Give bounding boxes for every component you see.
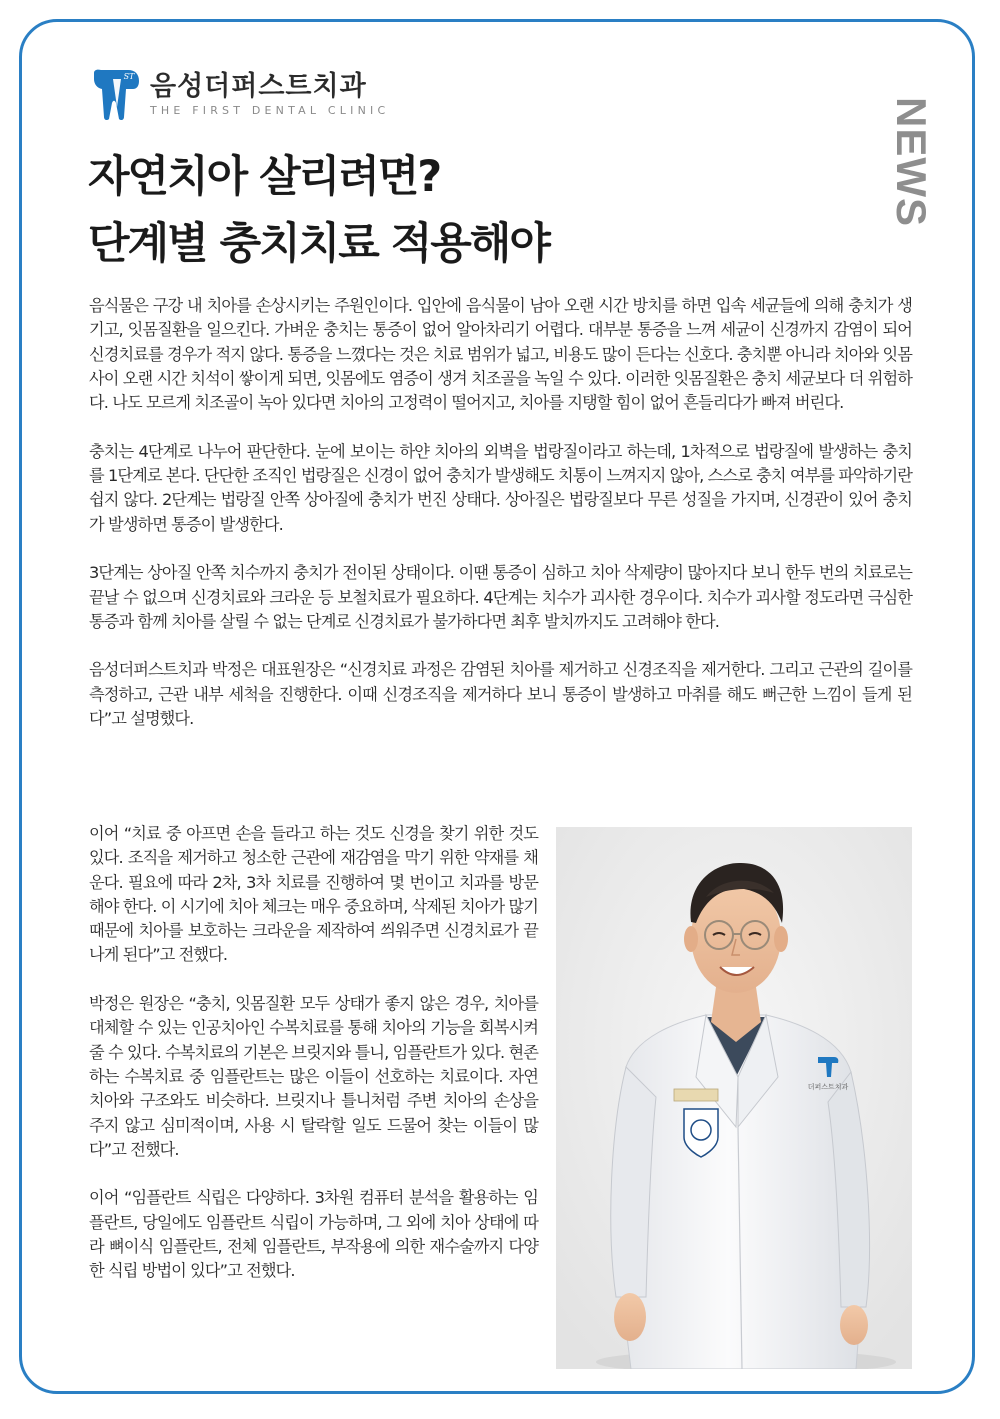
clinic-name-english: THE FIRST DENTAL CLINIC xyxy=(150,104,390,117)
clinic-name-korean: 음성더퍼스트치과 xyxy=(150,71,367,102)
news-section-tag: NEWS xyxy=(888,97,935,227)
svg-text:ST: ST xyxy=(123,72,135,81)
body-paragraph: 3단계는 상아질 안쪽 치수까지 충치가 전이된 상태이다. 이땐 통증이 심하고 치아 삭제량이 많아지다 보니 한두 번의 치료로는 끝날 수 없으며 신경치료와 크라운 등 보철치료가 필요하다. 4단계는 치수가 괴사한 경우이다. 치수가 괴사할 정도라면 극심한 통증과 함께 치아를 살릴 수 없는 단계로 신경치료가 불가하다면 최후 발치까지도 고려해야 한다. xyxy=(89,563,912,631)
headline-line-2: 단계별 충치치료 적용해야 xyxy=(88,219,549,269)
body-paragraph: 음식물은 구강 내 치아를 손상시키는 주원인이다. 입안에 음식물이 남아 오랜 시간 방치를 하면 입속 세균들에 의해 충치가 생기고, 잇몸질환을 일으킨다. 가벼운 충치는 통증이 없어 알아차리기 어렵다. 대부분 통증을 느껴 세균이 신경까지 감염이 되어 신경치료를 경우가 적지 않다. 통증을 느꼈다는 것은 치료 범위가 넓고, 비용도 많이 든다는 신호다. 충치뿐 아니라 치아와 잇몸 사이 오랜 시간 치석이 쌓이게 되면, 잇몸에도 염증이 생겨 치조골을 녹일 수 있다. 이러한 잇몸질환은 충치 세균보다 더 위험하다. 나도 모르게 치조골이 녹아 있다면 치아의 고정력이 떨어지고, 치아를 지탱할 힘이 없어 흔들리다가 빠져 버린다. xyxy=(89,296,912,413)
clinic-logo xyxy=(88,68,389,122)
body-paragraph: 음성더퍼스트치과 박정은 대표원장은 “신경치료 과정은 감염된 치아를 제거하고 신경조직을 제거한다. 그리고 근관의 길이를 측정하고, 근관 내부 세척을 진행한다. 이때 신경조직을 제거하다 보니 통증이 발생하고 마취를 해도 뻐근한 느낌이 들게 된다”고 설명했다. xyxy=(89,660,912,729)
article-column-text xyxy=(89,822,538,1308)
body-paragraph: 충치는 4단계로 나누어 판단한다. 눈에 보이는 하얀 치아의 외벽을 법랑질이라고 하는데, 1차적으로 법랑질에 발생하는 충치를 1단계로 본다. 단단한 조직인 법랑질은 신경이 없어 충치가 발생해도 치통이 느껴지지 않아, 스스로 충치 여부를 파악하기란 쉽지 않다. 2단계는 법랑질 안쪽 상아질에 충치가 번진 상태다. 상아질은 법랑질보다 무른 성질을 가지며, 신경관이 있어 충치가 발생하면 통증이 발생한다. xyxy=(89,441,912,534)
coat-logo-text: 더퍼스트치과 xyxy=(807,1083,849,1091)
doctor-portrait-illustration xyxy=(556,827,912,1369)
doctor-portrait-photo xyxy=(556,827,912,1369)
column-paragraph: 이어 “임플란트 식립은 다양하다. 3차원 컴퓨터 분석을 활용하는 임플란트, 당일에도 임플란트 식립이 가능하며, 그 외에 치아 상태에 따라 뼈이식 임플란트, 전체 임플란트, 부작용에 의한 재수술까지 다양한 식립 방법이 있다”고 전했다. xyxy=(89,1188,538,1281)
tooth-logo-icon xyxy=(88,67,144,123)
column-paragraph: 박정은 원장은 “충치, 잇몸질환 모두 상태가 좋지 않은 경우, 치아를 대체할 수 있는 인공치아인 수복치료를 통해 치아의 기능을 회복시켜줄 수 있다. 수복치료의 기본은 브릿지와 틀니, 임플란트가 있다. 현존하는 수복치료 중 임플란트는 많은 이들이 선호하는 치료이다. 자연치아와 구조와도 비슷하다. 브릿지나 틀니처럼 주변 치아의 손상을 주지 않고 심미적이며, 사용 시 탈락할 일도 드물어 찾는 이들이 많다”고 전했다. xyxy=(89,994,538,1159)
article-body xyxy=(89,294,912,756)
headline-line-1: 자연치아 살리려면? xyxy=(88,152,441,202)
column-paragraph: 이어 “치료 중 아프면 손을 들라고 하는 것도 신경을 찾기 위한 것도 있다. 조직을 제거하고 청소한 근관에 재감염을 막기 위한 약재를 채운다. 필요에 따라 2차, 3차 치료를 진행하여 몇 번이고 치과를 방문해야 한다. 이 시기에 치아 체크는 매우 중요하며, 삭제된 치아가 많기 때문에 치아를 보호하는 크라운을 제작하여 씌워주면 신경치료가 끝나게 된다”고 전했다. xyxy=(89,824,538,965)
article-headline xyxy=(88,144,868,278)
